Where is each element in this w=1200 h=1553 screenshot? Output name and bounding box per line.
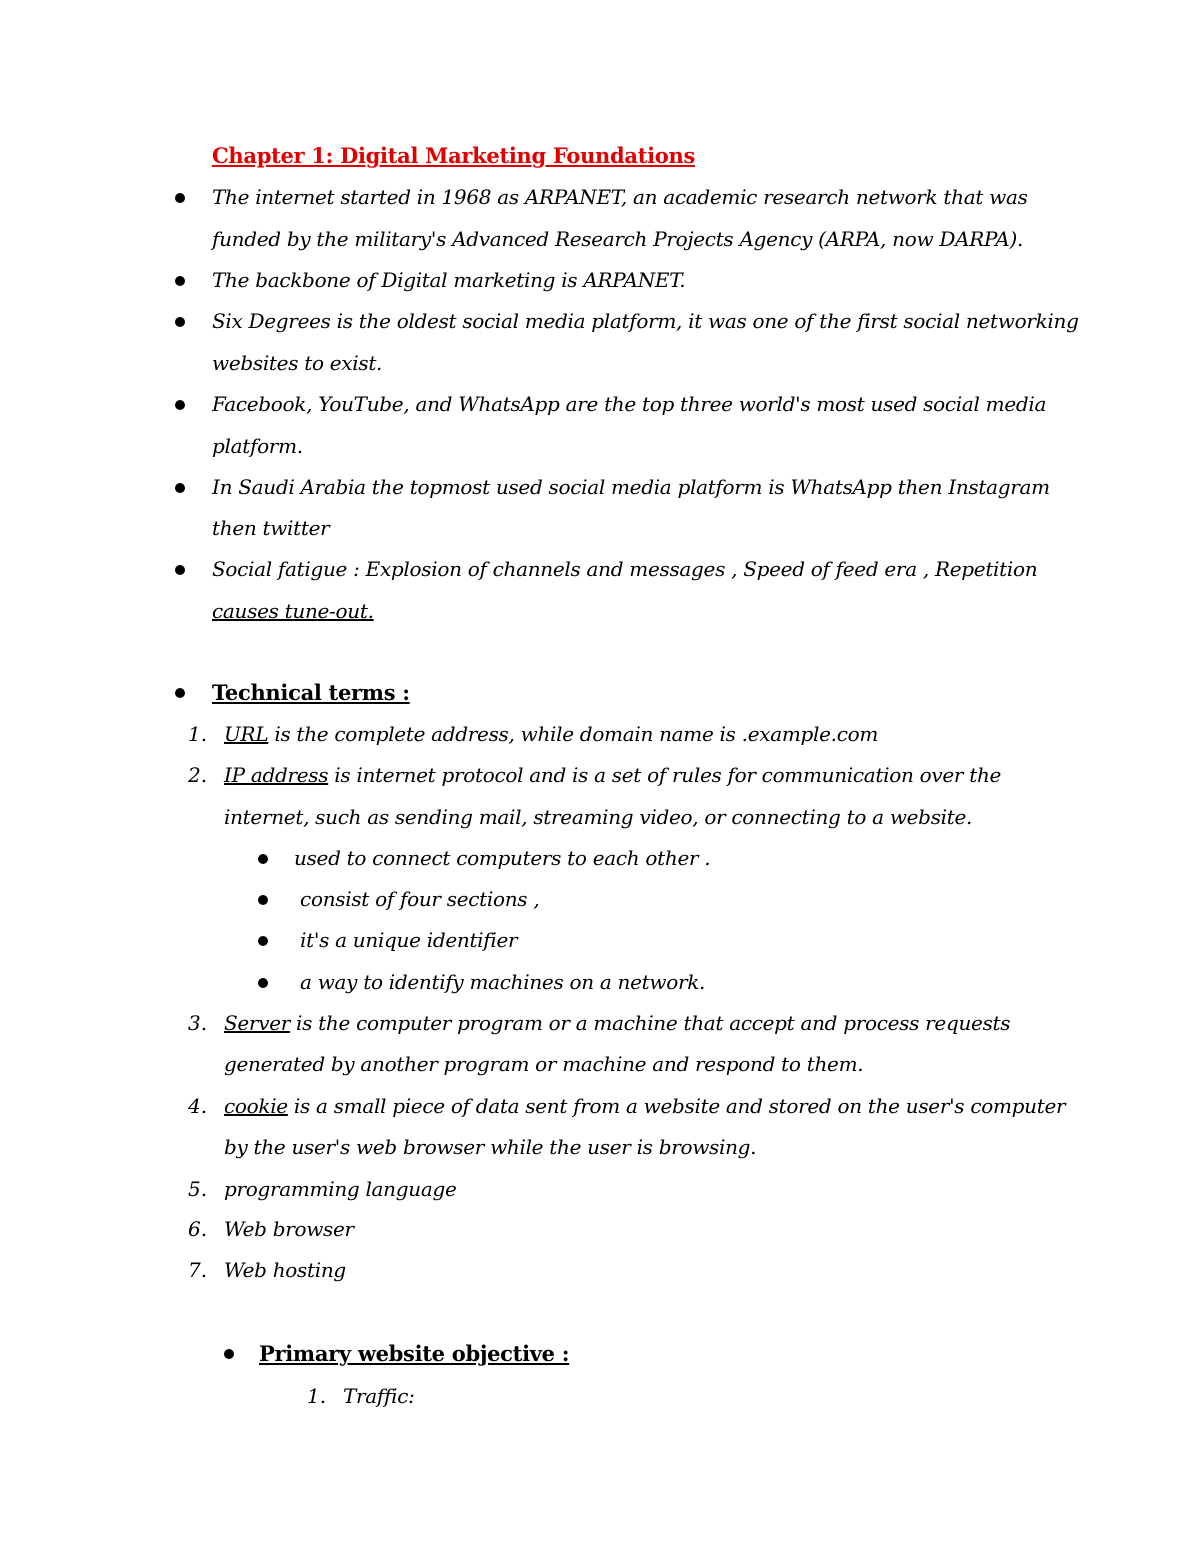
list-number: 3. xyxy=(188,1011,208,1035)
list-number: 2. xyxy=(188,763,208,787)
list-number: 1. xyxy=(188,722,208,746)
list-number: 6. xyxy=(188,1217,208,1241)
term-4-definition: is a small piece of data sent from a website and stored on the user's computer xyxy=(287,1094,1066,1118)
list-number: 5. xyxy=(188,1177,208,1201)
sub-bullet-icon xyxy=(258,895,268,905)
intro-bullet-6-line-1: Social fatigue : Explosion of channels and messages , Speed of feed era , Repetition xyxy=(212,557,1038,581)
bullet-icon xyxy=(175,688,185,698)
bullet-icon xyxy=(175,483,185,493)
technical-terms-heading: Technical terms : xyxy=(212,680,410,705)
bullet-icon xyxy=(224,1349,234,1359)
list-number: 4. xyxy=(188,1094,208,1118)
ip-sub-bullet-3: it's a unique identifier xyxy=(294,928,518,952)
page-title: Chapter 1: Digital Marketing Foundations xyxy=(212,143,695,168)
bullet-icon xyxy=(175,400,185,410)
term-3-definition: is the computer program or a machine that accept and process requests xyxy=(290,1011,1011,1035)
term-url: URL xyxy=(224,722,269,746)
ip-sub-bullet-1: used to connect computers to each other . xyxy=(294,846,711,870)
term-3-line-2: generated by another program or machine and respond to them. xyxy=(224,1052,864,1076)
bullet-icon xyxy=(175,317,185,327)
bullet-icon xyxy=(175,565,185,575)
intro-bullet-1-line-2: funded by the military's Advanced Research Projects Agency (ARPA, now DARPA). xyxy=(212,227,1024,251)
intro-bullet-5-line-2: then twitter xyxy=(212,516,330,540)
bullet-icon xyxy=(175,193,185,203)
term-cookie: cookie xyxy=(224,1094,288,1118)
intro-bullet-3-line-2: websites to exist. xyxy=(212,351,383,375)
list-number: 1. xyxy=(307,1384,327,1408)
intro-bullet-4-line-2: platform. xyxy=(212,434,303,458)
term-7: Web hosting xyxy=(224,1258,346,1282)
intro-bullet-3-line-1: Six Degrees is the oldest social media platform, it was one of the first social networking xyxy=(212,309,1079,333)
term-5: programming language xyxy=(224,1177,457,1201)
sub-bullet-icon xyxy=(258,854,268,864)
term-1-definition: is the complete address, while domain name is .example.com xyxy=(268,722,879,746)
term-3-line-1 xyxy=(224,1010,1010,1036)
term-4-line-1 xyxy=(224,1093,1065,1119)
intro-bullet-6-line-2: causes tune-out. xyxy=(212,599,374,623)
bullet-icon xyxy=(175,276,185,286)
sub-bullet-icon xyxy=(258,936,268,946)
intro-bullet-4-line-1: Facebook, YouTube, and WhatsApp are the top three world's most used social media xyxy=(212,392,1047,416)
term-2-line-1 xyxy=(224,762,1001,788)
intro-bullet-2-line-1: The backbone of Digital marketing is ARPANET. xyxy=(212,268,686,292)
ip-sub-bullet-4: a way to identify machines on a network. xyxy=(294,970,706,994)
ip-sub-bullet-2: consist of four sections , xyxy=(294,887,540,911)
term-ip-address: IP address xyxy=(224,763,329,787)
term-1-line-1 xyxy=(224,721,878,747)
objective-1: Traffic: xyxy=(343,1384,415,1408)
list-number: 7. xyxy=(188,1258,208,1282)
sub-bullet-icon xyxy=(258,978,268,988)
term-4-line-2: by the user's web browser while the user is browsing. xyxy=(224,1135,757,1159)
term-2-line-2: internet, such as sending mail, streaming video, or connecting to a website. xyxy=(224,805,973,829)
term-server: Server xyxy=(224,1011,290,1035)
intro-bullet-5-line-1: In Saudi Arabia the topmost used social media platform is WhatsApp then Instagram xyxy=(212,475,1050,499)
term-6: Web browser xyxy=(224,1217,354,1241)
term-2-definition: is internet protocol and is a set of rules for communication over the xyxy=(328,763,1002,787)
intro-bullet-1-line-1: The internet started in 1968 as ARPANET, an academic research network that was xyxy=(212,185,1028,209)
primary-objective-heading: Primary website objective : xyxy=(259,1341,570,1366)
